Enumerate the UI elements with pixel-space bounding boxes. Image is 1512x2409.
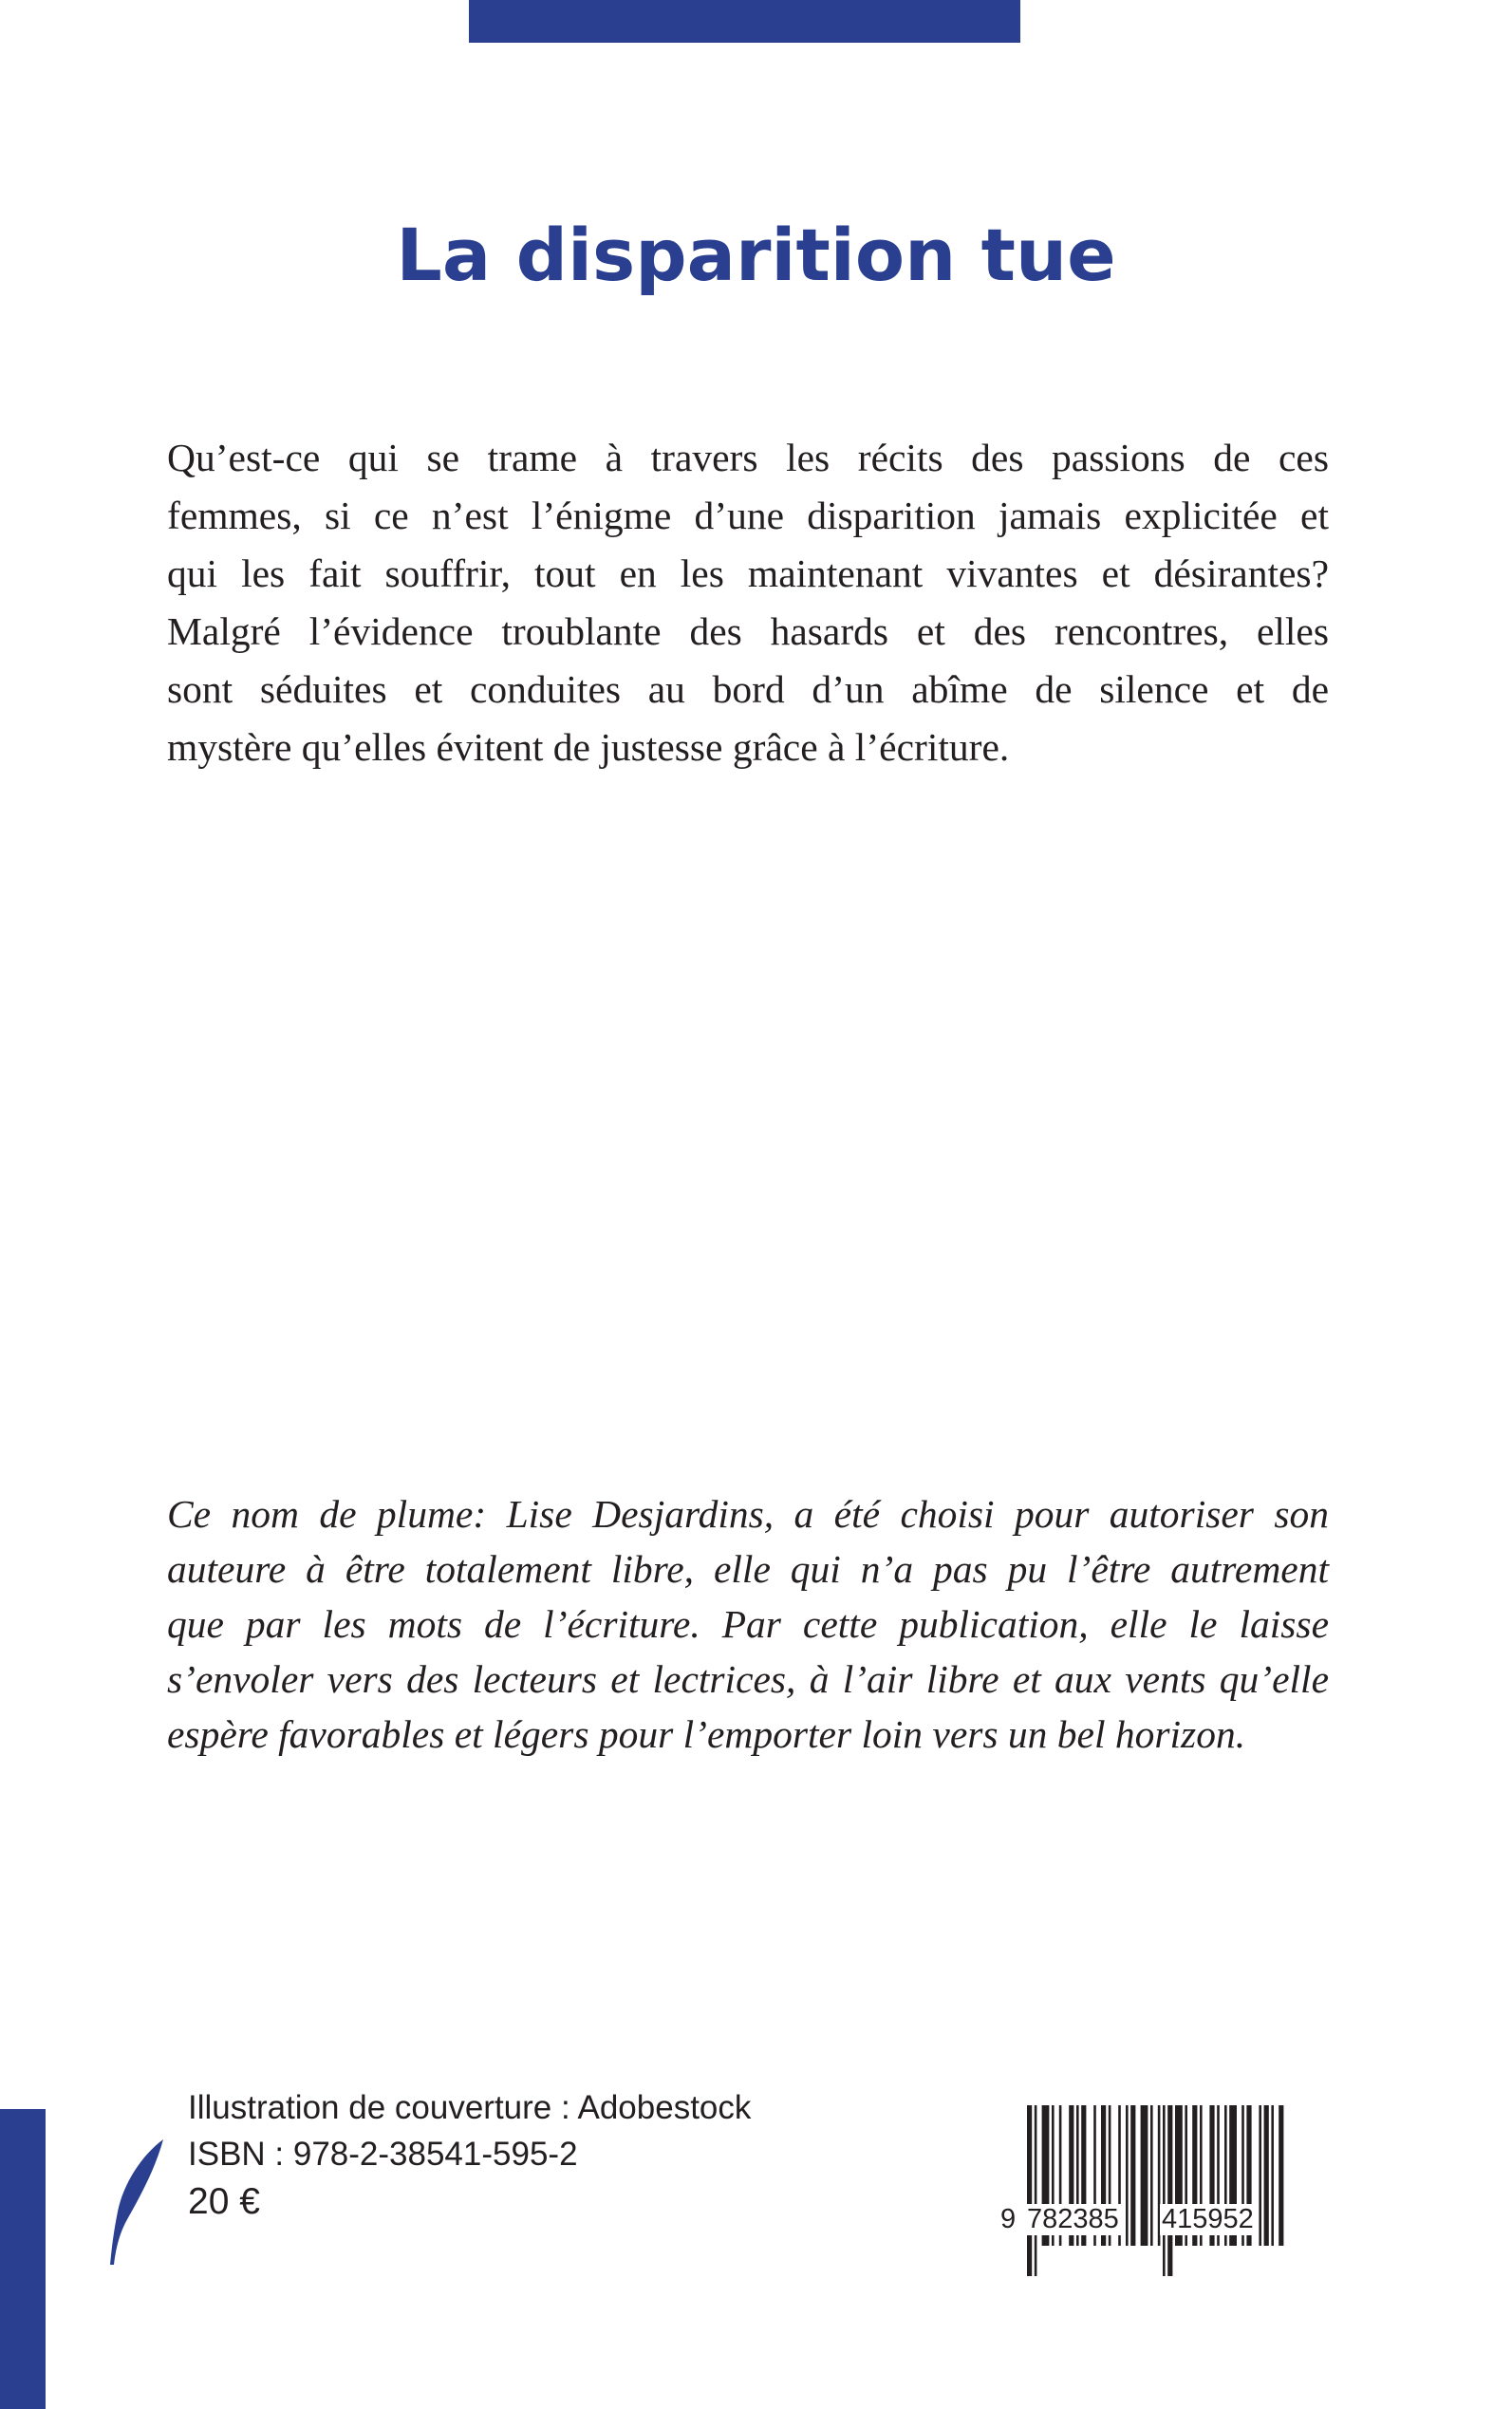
bio-line: s’envoler vers des lecteurs et lectrices, à l’air libre et aux vents qu’elle xyxy=(167,1657,1329,1701)
publication-credits xyxy=(188,2084,751,2227)
bio-line: que par les mots de l’écriture. Par cette publication, elle le laisse xyxy=(167,1602,1329,1646)
synopsis-line: Qu’est-ce qui se trame à travers les récits des passions de ces xyxy=(167,436,1329,479)
bio-line: espère favorables et légers pour l’emporter loin vers un bel horizon. xyxy=(167,1712,1246,1756)
synopsis xyxy=(167,429,1329,776)
barcode-digit-first: 9 xyxy=(1000,2204,1017,2234)
synopsis-line: sont séduites et conduites au bord d’un abîme de silence et de xyxy=(167,667,1329,711)
synopsis-line: Malgré l’évidence troublante des hasards et des rencontres, elles xyxy=(167,609,1329,653)
synopsis-line: qui les fait souffrir, tout en les maintenant vivantes et désirantes? xyxy=(167,551,1329,595)
barcode-bar xyxy=(1163,2105,1166,2276)
barcode-bar xyxy=(1271,2105,1274,2246)
barcode-bar xyxy=(1259,2105,1261,2246)
barcode-bar xyxy=(1141,2105,1148,2246)
book-title: La disparition tue xyxy=(396,212,1116,297)
barcode-bar xyxy=(1264,2105,1269,2246)
price-text: 20 € xyxy=(188,2181,260,2222)
feather-icon xyxy=(104,2136,171,2269)
isbn-text: ISBN : 978-2-38541-595-2 xyxy=(188,2136,578,2173)
synopsis-line: mystère qu’elles évitent de justesse grâce à l’écriture. xyxy=(167,725,1010,769)
barcode-bar xyxy=(1035,2105,1037,2276)
barcode-digits-left: 782385 xyxy=(1027,2204,1119,2234)
synopsis-line: femmes, si ce n’est l’énigme d’une disparition jamais explicitée et xyxy=(167,494,1329,537)
bottom-left-color-band xyxy=(0,2109,46,2409)
barcode-digits-right: 415952 xyxy=(1162,2204,1254,2234)
author-bio xyxy=(167,1486,1329,1762)
bio-line: auteure à être totalement libre, elle qui n’a pas pu l’être autrement xyxy=(167,1547,1329,1591)
barcode-bar xyxy=(1279,2105,1283,2246)
top-color-band xyxy=(469,0,1020,43)
barcode-bar xyxy=(1027,2105,1032,2276)
bio-line: Ce nom de plume: Lise Desjardins, a été choisi pour autoriser son xyxy=(167,1492,1329,1536)
barcode-bar xyxy=(1130,2105,1135,2246)
barcode-bar xyxy=(1150,2105,1153,2246)
isbn-barcode xyxy=(1000,2105,1304,2281)
barcode-bar xyxy=(1126,2105,1129,2246)
barcode-bar xyxy=(1167,2105,1172,2276)
illustration-credit: Illustration de couverture : Adobestock xyxy=(188,2089,752,2126)
